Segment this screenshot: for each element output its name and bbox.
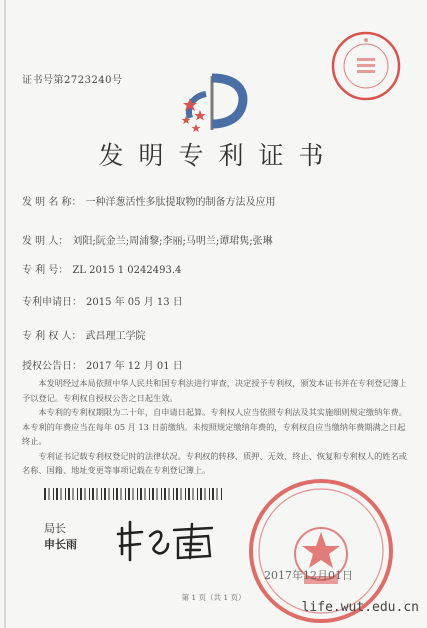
- field-label: 发 明 名 称：: [22, 197, 82, 208]
- page-edge: [4, 0, 6, 628]
- cnipa-logo-icon: [176, 70, 250, 136]
- field-value: 一种洋葱活性多肽提取物的制备方法及应用: [85, 197, 276, 208]
- field-value: 2017 年 12 月 01 日: [86, 361, 183, 372]
- certificate-number-value: 2723240: [64, 75, 113, 86]
- certificate-number-label: 证书号第: [22, 75, 64, 86]
- field-invention-name: [22, 193, 276, 208]
- field-label: 专 利 号：: [22, 265, 69, 276]
- field-label: 发 明 人：: [22, 236, 69, 247]
- field-value: ZL 2015 1 0242493.4: [72, 265, 182, 276]
- certificate-number-suffix: 号: [112, 75, 123, 86]
- field-value: 刘阳;阮金兰;周浦黎;李丽;马明兰;谭珺隽;张琳: [72, 236, 273, 247]
- body-paragraph: 专利证书记载专利权登记时的法律状况。专利权的转移、质押、无效、终止、恢复和专利权人的姓名或名称、国籍、地址变更等事项记载在专利登记簿上。: [22, 450, 407, 475]
- certificate-number: [22, 71, 123, 86]
- field-label: 授权公告日：: [22, 361, 82, 372]
- registration-seal-icon: [330, 30, 402, 102]
- barcode-icon: [44, 488, 224, 500]
- field-label: 专 利 权 人：: [22, 331, 82, 342]
- field-patentee: [22, 327, 146, 342]
- signatory-name: 申长雨: [44, 538, 77, 551]
- source-watermark: life.wut.edu.cn: [301, 600, 419, 615]
- page-title: 发明专利证书: [98, 141, 339, 170]
- field-value: 2015 年 05 月 13 日: [86, 297, 183, 308]
- handwritten-signature: [112, 514, 224, 564]
- field-grant-date: [22, 357, 183, 372]
- signatory-title: 局长: [44, 522, 66, 535]
- field-inventors: [22, 232, 273, 247]
- seal-date: 2017年12月01日: [264, 569, 353, 582]
- body-paragraph: 本专利的专利权期限为二十年，自申请日起算。专利权人应当依照专利法及其实施细则规定缴纳年费。本专利的年费应当在每年 05 月 13 日前缴纳。未按照规定缴纳年费的，专利权自应当缴纳年费期满之日起终止。: [22, 407, 407, 446]
- certificate-body-text: [22, 376, 407, 478]
- field-filing-date: [22, 293, 183, 308]
- field-label: 专利申请日：: [22, 297, 82, 308]
- field-patent-number: [22, 261, 181, 276]
- field-value: 武昌理工学院: [85, 331, 146, 342]
- body-paragraph: 本发明经过本局依照中华人民共和国专利法进行审查，决定授予专利权，颁发本证书并在专利登记簿上予以登记。专利权自授权公告之日起生效。: [22, 378, 407, 403]
- page-number: 第 1 页（共 1 页）: [181, 593, 246, 602]
